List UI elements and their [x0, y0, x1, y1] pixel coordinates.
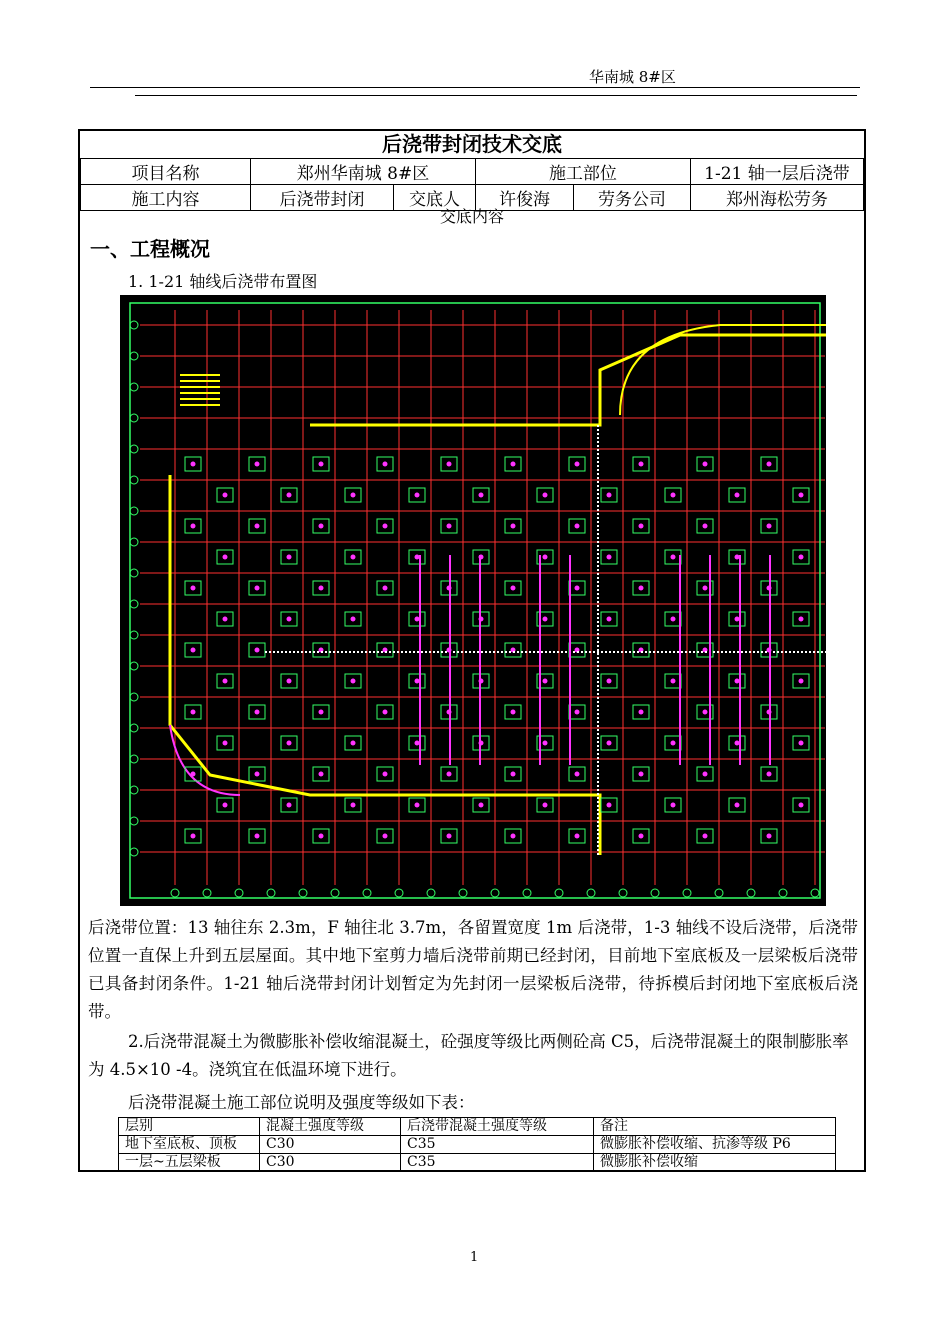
column-marker: [351, 679, 356, 684]
spec-cell: 微膨胀补偿收缩: [594, 1154, 836, 1172]
column-marker: [255, 462, 260, 467]
column-marker: [767, 462, 772, 467]
spec-header-cell: 层别: [119, 1118, 260, 1136]
column-marker: [799, 741, 804, 746]
column-marker: [319, 586, 324, 591]
column-marker: [799, 679, 804, 684]
header-rule: [90, 87, 860, 88]
axis-bubble: [130, 321, 138, 329]
column-marker: [351, 493, 356, 498]
column-marker: [703, 834, 708, 839]
column-marker: [543, 803, 548, 808]
column-marker: [575, 462, 580, 467]
spec-table: [118, 1117, 836, 1172]
column-marker: [703, 524, 708, 529]
column-marker: [383, 834, 388, 839]
axis-bubble: [299, 889, 307, 897]
column-marker: [575, 772, 580, 777]
column-marker: [639, 524, 644, 529]
axis-bubble: [130, 352, 138, 360]
column-marker: [415, 617, 420, 622]
column-marker: [415, 741, 420, 746]
column-marker: [543, 493, 548, 498]
axis-bubble: [587, 889, 595, 897]
column-marker: [575, 710, 580, 715]
spec-cell: 一层~五层梁板: [119, 1154, 260, 1172]
axis-bubble: [130, 631, 138, 639]
spec-header-cell: 混凝土强度等级: [260, 1118, 401, 1136]
column-marker: [703, 710, 708, 715]
column-marker: [191, 524, 196, 529]
column-marker: [287, 741, 292, 746]
column-marker: [415, 803, 420, 808]
content-subheader: 交底内容: [439, 207, 504, 226]
column-marker: [671, 741, 676, 746]
column-marker: [511, 524, 516, 529]
axis-bubble: [130, 755, 138, 763]
column-marker: [383, 524, 388, 529]
axis-bubble: [130, 817, 138, 825]
axis-bubble: [203, 889, 211, 897]
project-name-label: 项目名称: [81, 159, 251, 185]
axis-bubble: [130, 507, 138, 515]
axis-bubble: [555, 889, 563, 897]
column-marker: [575, 586, 580, 591]
content-label: 施工内容: [81, 185, 251, 211]
location-label: 施工部位: [476, 159, 691, 185]
column-marker: [255, 648, 260, 653]
column-marker: [287, 803, 292, 808]
column-marker: [383, 710, 388, 715]
axis-bubble: [267, 889, 275, 897]
cad-layout-drawing: [120, 295, 826, 906]
spec-cell: C30: [260, 1136, 401, 1154]
spec-cell: C35: [401, 1136, 594, 1154]
header-project-tag: 华南城 8#区: [589, 68, 676, 86]
column-marker: [479, 493, 484, 498]
column-marker: [287, 555, 292, 560]
column-marker: [223, 555, 228, 560]
presenter-label: 交底人: [394, 185, 476, 211]
axis-bubble: [130, 538, 138, 546]
column-marker: [671, 803, 676, 808]
column-marker: [799, 617, 804, 622]
column-marker: [735, 617, 740, 622]
column-marker: [671, 679, 676, 684]
column-marker: [607, 617, 612, 622]
paragraph-concrete: 2.后浇带混凝土为微膨胀补偿收缩混凝土，砼强度等级比两侧砼高 C5，后浇带混凝土的限制膨胀率为 4.5×10 -4。浇筑宜在低温环境下进行。: [88, 1032, 849, 1079]
cad-drawing-svg: [120, 295, 826, 906]
presenter-value: 许俊海: [476, 185, 574, 211]
document-title: 后浇带封闭技术交底: [80, 131, 864, 159]
column-marker: [511, 772, 516, 777]
spec-cell: 微膨胀补偿收缩、抗渗等级 P6: [594, 1136, 836, 1154]
column-marker: [255, 586, 260, 591]
axis-bubble: [459, 889, 467, 897]
spec-header-cell: 后浇带混凝土强度等级: [401, 1118, 594, 1136]
column-marker: [319, 462, 324, 467]
column-marker: [191, 586, 196, 591]
axis-bubble: [130, 724, 138, 732]
header-rule-secondary: [135, 95, 857, 96]
axis-bubble: [363, 889, 371, 897]
column-marker: [703, 772, 708, 777]
column-marker: [703, 586, 708, 591]
column-marker: [319, 524, 324, 529]
column-marker: [223, 493, 228, 498]
column-marker: [191, 834, 196, 839]
column-marker: [575, 834, 580, 839]
location-value: 1-21 轴一层后浇带: [690, 159, 863, 185]
column-marker: [767, 524, 772, 529]
column-marker: [575, 524, 580, 529]
column-marker: [447, 772, 452, 777]
axis-bubble: [331, 889, 339, 897]
column-marker: [799, 493, 804, 498]
item-heading: 1. 1-21 轴线后浇带布置图: [128, 272, 318, 291]
axis-bubble: [130, 414, 138, 422]
column-marker: [319, 772, 324, 777]
column-marker: [767, 834, 772, 839]
column-marker: [543, 679, 548, 684]
column-marker: [607, 679, 612, 684]
labor-label: 劳务公司: [574, 185, 691, 211]
column-marker: [351, 617, 356, 622]
column-marker: [287, 679, 292, 684]
axis-bubble: [235, 889, 243, 897]
axis-bubble: [523, 889, 531, 897]
paragraph-table-intro: 后浇带混凝土施工部位说明及强度等级如下表：: [128, 1093, 475, 1112]
column-marker: [447, 462, 452, 467]
column-marker: [511, 834, 516, 839]
axis-bubble: [130, 786, 138, 794]
wall-outline: [170, 475, 600, 855]
column-marker: [479, 803, 484, 808]
column-marker: [799, 803, 804, 808]
column-marker: [383, 772, 388, 777]
axis-bubble: [811, 889, 819, 897]
axis-bubble: [130, 445, 138, 453]
column-marker: [287, 493, 292, 498]
column-marker: [671, 617, 676, 622]
column-marker: [671, 493, 676, 498]
column-marker: [383, 586, 388, 591]
axis-bubble: [130, 569, 138, 577]
section-heading: 一、工程概况: [90, 237, 210, 261]
axis-bubble: [130, 600, 138, 608]
document-frame: [78, 129, 866, 1172]
column-marker: [735, 493, 740, 498]
column-marker: [351, 741, 356, 746]
axis-bubble: [491, 889, 499, 897]
column-marker: [607, 803, 612, 808]
column-marker: [671, 555, 676, 560]
column-marker: [735, 803, 740, 808]
column-marker: [415, 555, 420, 560]
column-marker: [639, 462, 644, 467]
column-marker: [191, 710, 196, 715]
column-marker: [191, 462, 196, 467]
column-marker: [447, 834, 452, 839]
page-number: 1: [470, 1250, 479, 1265]
column-marker: [639, 710, 644, 715]
column-marker: [383, 462, 388, 467]
column-marker: [319, 834, 324, 839]
column-marker: [223, 679, 228, 684]
spec-row: [119, 1136, 836, 1154]
axis-bubble: [747, 889, 755, 897]
column-marker: [639, 586, 644, 591]
column-marker: [223, 741, 228, 746]
column-marker: [191, 772, 196, 777]
column-marker: [255, 710, 260, 715]
column-marker: [511, 586, 516, 591]
axis-bubble: [683, 889, 691, 897]
column-marker: [735, 679, 740, 684]
axis-bubble: [619, 889, 627, 897]
spec-header-cell: 备注: [594, 1118, 836, 1136]
column-marker: [255, 772, 260, 777]
column-marker: [607, 555, 612, 560]
axis-bubble: [395, 889, 403, 897]
content-value: 后浇带封闭: [251, 185, 394, 211]
column-marker: [255, 524, 260, 529]
column-marker: [543, 555, 548, 560]
column-marker: [735, 741, 740, 746]
axis-bubble: [130, 383, 138, 391]
column-marker: [191, 648, 196, 653]
axis-bubble: [779, 889, 787, 897]
spec-header-row: [119, 1118, 836, 1136]
spec-row: [119, 1154, 836, 1172]
axis-bubble: [130, 476, 138, 484]
axis-bubble: [130, 662, 138, 670]
axis-bubble: [130, 848, 138, 856]
axis-bubble: [715, 889, 723, 897]
axis-bubble: [130, 693, 138, 701]
project-name-value: 郑州华南城 8#区: [251, 159, 476, 185]
column-marker: [703, 462, 708, 467]
axis-bubble: [171, 889, 179, 897]
axis-bubble: [651, 889, 659, 897]
column-marker: [255, 834, 260, 839]
spec-cell: 地下室底板、顶板: [119, 1136, 260, 1154]
axis-bubble: [427, 889, 435, 897]
paragraph-location: 后浇带位置：13 轴往东 2.3m，F 轴往北 3.7m，各留置宽度 1m 后浇带，1-3 轴线不设后浇带，后浇带位置一直保上升到五层屋面。其中地下室剪力墙后浇带前期已经封闭，目前地下室底板及一层梁板后浇带已具备封闭条件。1-21 轴后浇带封闭计划暂定为先封闭一层梁板后浇带，待拆模后封闭地下室底板后浇带。: [88, 918, 858, 1021]
column-marker: [639, 772, 644, 777]
column-marker: [351, 555, 356, 560]
spec-cell: C30: [260, 1154, 401, 1172]
column-marker: [767, 772, 772, 777]
column-marker: [511, 710, 516, 715]
column-marker: [607, 493, 612, 498]
column-marker: [607, 741, 612, 746]
column-marker: [511, 462, 516, 467]
column-marker: [287, 617, 292, 622]
ramp-curve: [620, 325, 826, 415]
column-marker: [735, 555, 740, 560]
column-marker: [639, 834, 644, 839]
column-marker: [543, 741, 548, 746]
column-marker: [351, 803, 356, 808]
column-marker: [799, 555, 804, 560]
column-marker: [543, 617, 548, 622]
column-marker: [415, 679, 420, 684]
column-marker: [319, 710, 324, 715]
column-marker: [415, 493, 420, 498]
column-marker: [223, 617, 228, 622]
column-marker: [447, 524, 452, 529]
spec-cell: C35: [401, 1154, 594, 1172]
column-marker: [223, 803, 228, 808]
wall-outline: [310, 335, 826, 425]
labor-value: 郑州海松劳务: [690, 185, 863, 211]
